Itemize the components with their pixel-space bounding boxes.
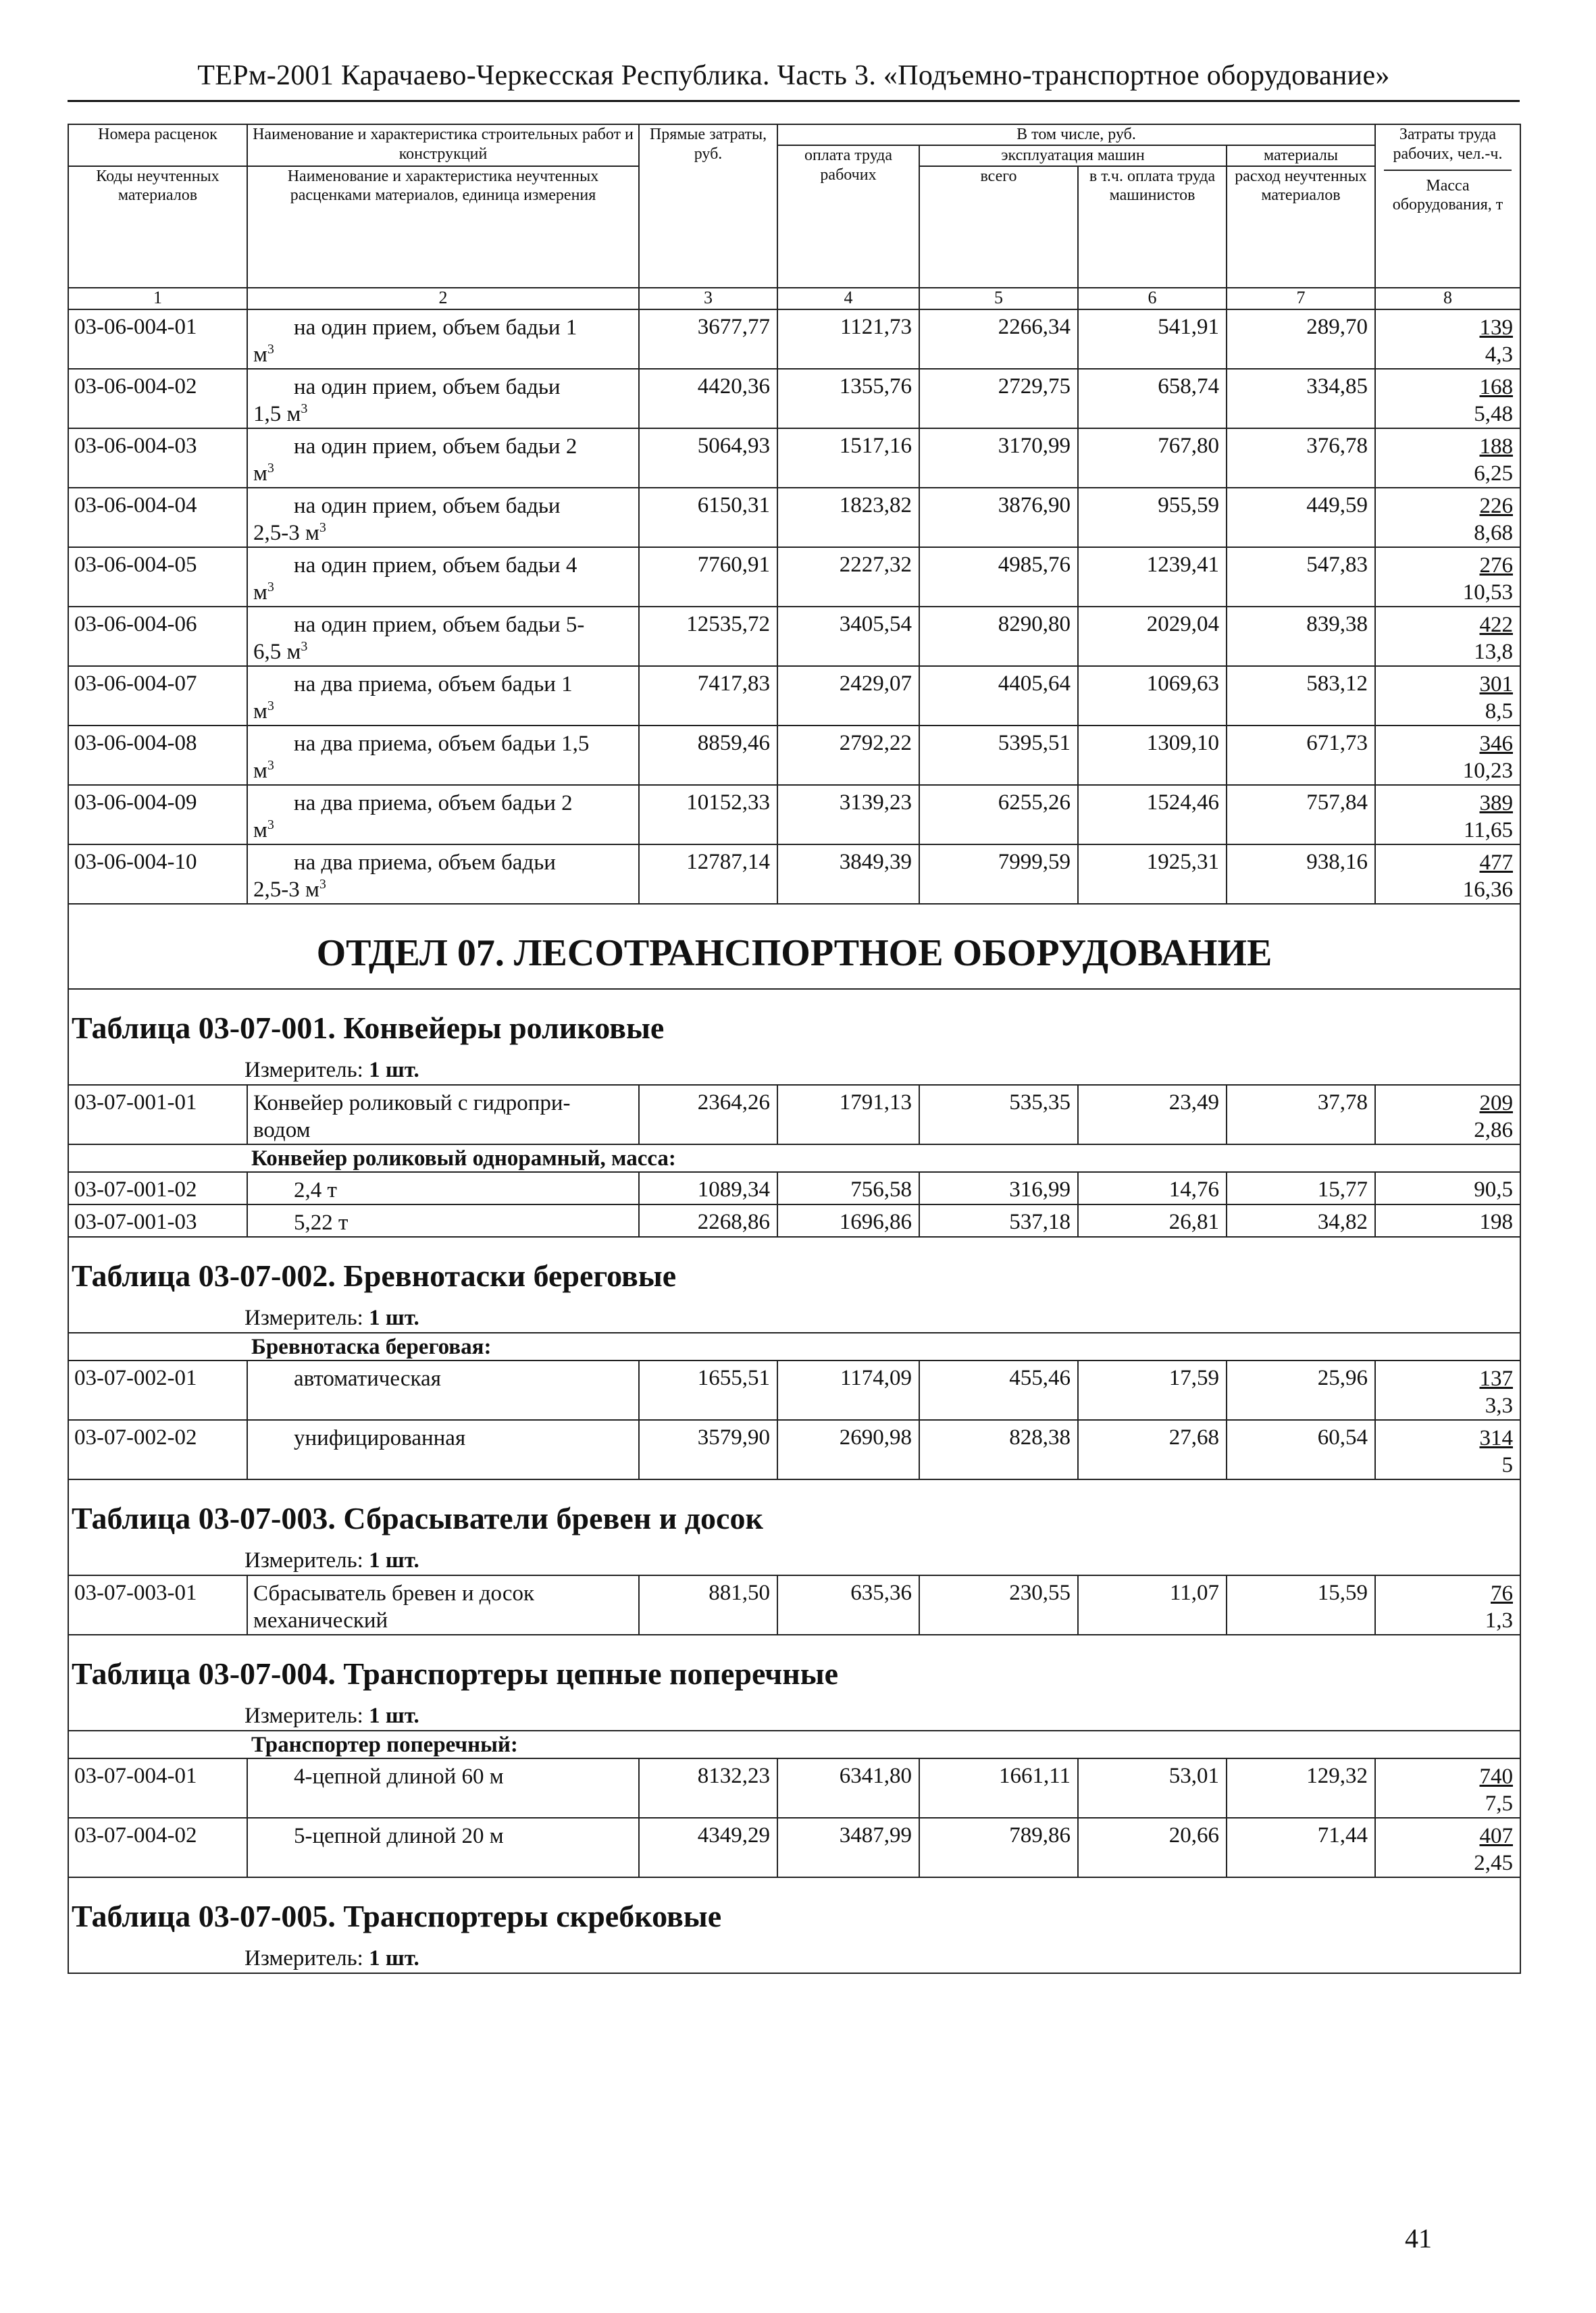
unit-exponent: 3	[267, 460, 274, 476]
table-row	[68, 1420, 1520, 1479]
table-title-03-07-002: Таблица 03-07-002. Бревнотаски береговые	[68, 1237, 1520, 1299]
col-number: 3	[639, 288, 777, 309]
meter-unit: 1 шт.	[369, 1703, 419, 1728]
worker-wages: 3405,54	[777, 607, 919, 666]
equipment-mass: 6,25	[1474, 461, 1513, 486]
labor-hours: 209	[1479, 1090, 1513, 1115]
equipment-mass: 10,23	[1462, 758, 1513, 783]
equipment-mass: 13,8	[1474, 639, 1513, 664]
equipment-mass: 4,3	[1485, 342, 1513, 367]
direct-cost: 881,50	[639, 1575, 777, 1635]
rate-description	[247, 1575, 639, 1635]
equipment-mass: 5	[1501, 1452, 1513, 1477]
description-line: на один прием, объем бадьи 2	[294, 434, 577, 459]
equipment-mass: 8,68	[1474, 520, 1513, 545]
col-codes-header: Номера расценок	[68, 124, 247, 166]
equipment-mass: 1,3	[1485, 1608, 1513, 1633]
rate-code: 03-07-001-03	[68, 1204, 247, 1237]
description-line: 5-цепной длиной 20 м	[294, 1823, 504, 1848]
unit-exponent: 3	[301, 638, 308, 654]
worker-wages: 1696,86	[777, 1204, 919, 1237]
col-number: 2	[247, 288, 639, 309]
description-unit: 6,5 м	[253, 639, 301, 664]
description-line	[253, 876, 633, 903]
unit-exponent: 3	[301, 401, 308, 416]
labor-hours: 188	[1479, 434, 1513, 459]
rate-code: 03-06-004-10	[68, 844, 247, 904]
materials-cost: 34,82	[1227, 1204, 1375, 1237]
materials-cost: 547,83	[1227, 547, 1375, 607]
worker-wages: 6341,80	[777, 1758, 919, 1818]
materials-cost: 757,84	[1227, 785, 1375, 844]
description-line: на один прием, объем бадьи	[294, 493, 561, 518]
labor-hours: 90,5	[1375, 1172, 1520, 1204]
direct-cost: 5064,93	[639, 428, 777, 488]
rates-table	[68, 124, 1521, 1974]
labor-hours: 226	[1479, 493, 1513, 518]
equipment-mass: 11,65	[1463, 817, 1513, 842]
equipment-mass: 2,45	[1474, 1850, 1513, 1875]
table-row	[68, 1361, 1520, 1420]
labor-mass	[1375, 488, 1520, 547]
description-line	[253, 698, 633, 725]
page-number: 41	[1405, 2223, 1432, 2254]
description-line: автоматическая	[294, 1366, 441, 1391]
col-number: 1	[68, 288, 247, 309]
worker-wages: 1121,73	[777, 309, 919, 369]
rate-description	[247, 1085, 639, 1144]
meter-03-07-001	[68, 1051, 1520, 1085]
col-number: 5	[919, 288, 1078, 309]
labor-hours: 168	[1479, 374, 1513, 399]
worker-wages: 1517,16	[777, 428, 919, 488]
labor-hours: 139	[1479, 315, 1513, 340]
machinist-wages: 658,74	[1078, 369, 1227, 428]
subheading: Бревнотаска береговая:	[68, 1333, 1520, 1361]
machinist-wages: 1069,63	[1078, 666, 1227, 726]
equipment-mass: 10,53	[1462, 580, 1513, 605]
labor-mass	[1375, 1575, 1520, 1635]
labor-mass	[1375, 844, 1520, 904]
table-row	[68, 1204, 1520, 1237]
subheading: Конвейер роликовый однорамный, масса:	[68, 1144, 1520, 1172]
description-unit: 2,5-3 м	[253, 520, 319, 545]
col-labor-bottom: Масса оборудования, т	[1384, 170, 1512, 215]
meter-unit: 1 шт.	[369, 1548, 419, 1573]
labor-hours: 407	[1479, 1823, 1513, 1848]
description-line: Конвейер роликовый с гидропри-	[253, 1090, 571, 1115]
rate-code: 03-06-004-07	[68, 666, 247, 726]
machinist-wages: 2029,04	[1078, 607, 1227, 666]
description-line: на один прием, объем бадьи 4	[294, 553, 577, 578]
machinist-wages: 1524,46	[1078, 785, 1227, 844]
unit-exponent: 3	[267, 579, 274, 594]
labor-hours: 137	[1479, 1366, 1513, 1391]
description-unit: 1,5 м	[253, 401, 301, 426]
direct-cost: 3677,77	[639, 309, 777, 369]
labor-hours: 346	[1479, 731, 1513, 756]
direct-cost: 1655,51	[639, 1361, 777, 1420]
labor-hours: 76	[1491, 1581, 1513, 1606]
meter-unit: 1 шт.	[369, 1057, 419, 1082]
meter-03-07-002	[68, 1299, 1520, 1333]
rate-description	[247, 547, 639, 607]
col-machines-header: эксплуатация машин	[919, 145, 1227, 166]
description-unit: 2,5-3 м	[253, 877, 319, 902]
table-title-03-07-001: Таблица 03-07-001. Конвейеры роликовые	[68, 989, 1520, 1051]
rate-description	[247, 844, 639, 904]
labor-mass	[1375, 785, 1520, 844]
description-line	[253, 460, 633, 487]
rows-03-06-004	[68, 309, 1520, 904]
labor-hours: 389	[1479, 790, 1513, 815]
worker-wages: 2690,98	[777, 1420, 919, 1479]
description-line: 2,4 т	[294, 1177, 337, 1202]
machines-total: 537,18	[919, 1204, 1078, 1237]
materials-cost: 37,78	[1227, 1085, 1375, 1144]
rate-code: 03-07-002-01	[68, 1361, 247, 1420]
worker-wages: 2429,07	[777, 666, 919, 726]
col-materials-header: расход неучтенных материалов	[1227, 166, 1375, 288]
col-machinist-wages-header: в т.ч. оплата труда машинистов	[1078, 166, 1227, 288]
meter-03-07-004	[68, 1697, 1520, 1731]
materials-cost: 938,16	[1227, 844, 1375, 904]
equipment-mass: 3,3	[1485, 1393, 1513, 1418]
machines-total: 316,99	[919, 1172, 1078, 1204]
table-row	[68, 726, 1520, 785]
description-line: на один прием, объем бадьи	[294, 374, 561, 399]
rate-description	[247, 369, 639, 428]
table-row	[68, 369, 1520, 428]
labor-mass	[1375, 726, 1520, 785]
equipment-mass: 8,5	[1485, 698, 1513, 723]
machinist-wages: 955,59	[1078, 488, 1227, 547]
meter-label: Измеритель:	[244, 1305, 363, 1330]
direct-cost: 2268,86	[639, 1204, 777, 1237]
worker-wages: 1823,82	[777, 488, 919, 547]
table-title-03-07-005: Таблица 03-07-005. Транспортеры скребковые	[68, 1877, 1520, 1939]
machines-total: 230,55	[919, 1575, 1078, 1635]
col-wages-header: оплата труда рабочих	[777, 145, 919, 288]
rate-code: 03-07-003-01	[68, 1575, 247, 1635]
description-line: на два приема, объем бадьи	[294, 850, 556, 875]
unit-exponent: 3	[319, 876, 326, 892]
rate-description	[247, 309, 639, 369]
unit-exponent: 3	[267, 817, 274, 832]
rate-description	[247, 1420, 639, 1479]
description-line: на один прием, объем бадьи 1	[294, 315, 577, 340]
machines-total: 2266,34	[919, 309, 1078, 369]
labor-hours: 198	[1375, 1204, 1520, 1237]
machines-total: 455,46	[919, 1361, 1078, 1420]
description-unit: м	[253, 461, 267, 486]
col-number: 4	[777, 288, 919, 309]
machinist-wages: 14,76	[1078, 1172, 1227, 1204]
col-material-name-header: Наименование и характеристика неучтенных расценками материалов, единица измерения	[247, 166, 639, 288]
machines-total: 8290,80	[919, 607, 1078, 666]
unit-exponent: 3	[267, 341, 274, 357]
machinist-wages: 1309,10	[1078, 726, 1227, 785]
direct-cost: 12787,14	[639, 844, 777, 904]
direct-cost: 6150,31	[639, 488, 777, 547]
machinist-wages: 1239,41	[1078, 547, 1227, 607]
labor-hours: 276	[1479, 553, 1513, 578]
labor-hours: 477	[1479, 850, 1513, 875]
rate-code: 03-07-001-01	[68, 1085, 247, 1144]
description-line	[253, 579, 633, 606]
rate-code: 03-06-004-09	[68, 785, 247, 844]
rate-code: 03-07-001-02	[68, 1172, 247, 1204]
labor-mass	[1375, 1085, 1520, 1144]
table-row	[68, 1172, 1520, 1204]
rate-description	[247, 607, 639, 666]
table-row	[68, 309, 1520, 369]
table-row	[68, 488, 1520, 547]
worker-wages: 1174,09	[777, 1361, 919, 1420]
worker-wages: 1791,13	[777, 1085, 919, 1144]
subheading: Транспортер поперечный:	[68, 1731, 1520, 1758]
labor-hours: 740	[1479, 1764, 1513, 1789]
equipment-mass: 2,86	[1474, 1117, 1513, 1142]
page-header: ТЕРм-2001 Карачаево-Черкесская Республика. Часть 3. «Подъемно-транспортное оборудование»	[197, 60, 1390, 91]
description-unit: м	[253, 342, 267, 367]
unit-exponent: 3	[267, 698, 274, 713]
table-row	[68, 1575, 1520, 1635]
col-direct-header: Прямые затраты, руб.	[639, 124, 777, 288]
materials-cost: 25,96	[1227, 1361, 1375, 1420]
materials-cost: 376,78	[1227, 428, 1375, 488]
meter-unit: 1 шт.	[369, 1946, 419, 1971]
machines-total: 7999,59	[919, 844, 1078, 904]
table-row	[68, 1085, 1520, 1144]
rate-code: 03-07-004-02	[68, 1818, 247, 1877]
worker-wages: 3139,23	[777, 785, 919, 844]
col-machines-total-header: всего	[919, 166, 1078, 288]
materials-cost: 71,44	[1227, 1818, 1375, 1877]
machines-total: 5395,51	[919, 726, 1078, 785]
header-rule	[68, 100, 1520, 102]
col-number: 6	[1078, 288, 1227, 309]
materials-cost: 839,38	[1227, 607, 1375, 666]
rate-description	[247, 666, 639, 726]
description-line: 4-цепной длиной 60 м	[294, 1764, 504, 1789]
description-line: на два приема, объем бадьи 1,5	[294, 731, 590, 756]
rate-code: 03-06-004-05	[68, 547, 247, 607]
col-number: 8	[1375, 288, 1520, 309]
labor-mass	[1375, 428, 1520, 488]
meter-03-07-003	[68, 1542, 1520, 1575]
rate-description	[247, 1818, 639, 1877]
description-line: 5,22 т	[294, 1210, 349, 1235]
machines-total: 789,86	[919, 1818, 1078, 1877]
direct-cost: 4349,29	[639, 1818, 777, 1877]
rate-description	[247, 726, 639, 785]
description-line	[253, 341, 633, 368]
rate-code: 03-06-004-02	[68, 369, 247, 428]
materials-cost: 15,59	[1227, 1575, 1375, 1635]
labor-mass	[1375, 547, 1520, 607]
rate-description	[247, 785, 639, 844]
rate-description	[247, 1361, 639, 1420]
rate-code: 03-07-002-02	[68, 1420, 247, 1479]
description-line	[253, 638, 633, 665]
description-line: на один прием, объем бадьи 5-	[294, 612, 585, 637]
machines-total: 4985,76	[919, 547, 1078, 607]
rate-code: 03-06-004-04	[68, 488, 247, 547]
direct-cost: 8859,46	[639, 726, 777, 785]
machines-total: 2729,75	[919, 369, 1078, 428]
direct-cost: 1089,34	[639, 1172, 777, 1204]
direct-cost: 7760,91	[639, 547, 777, 607]
worker-wages: 635,36	[777, 1575, 919, 1635]
materials-cost: 671,73	[1227, 726, 1375, 785]
description-line	[253, 817, 633, 844]
meter-label: Измеритель:	[244, 1703, 363, 1728]
direct-cost: 2364,26	[639, 1085, 777, 1144]
labor-mass	[1375, 1758, 1520, 1818]
machines-total: 535,35	[919, 1085, 1078, 1144]
machinist-wages: 53,01	[1078, 1758, 1227, 1818]
equipment-mass: 5,48	[1474, 401, 1513, 426]
description-unit: м	[253, 698, 267, 723]
table-row	[68, 1818, 1520, 1877]
machinist-wages: 20,66	[1078, 1818, 1227, 1877]
meter-label: Измеритель:	[244, 1548, 363, 1573]
direct-cost: 8132,23	[639, 1758, 777, 1818]
equipment-mass: 7,5	[1485, 1791, 1513, 1816]
meter-label: Измеритель:	[244, 1946, 363, 1971]
machines-total: 6255,26	[919, 785, 1078, 844]
meter-unit: 1 шт.	[369, 1305, 419, 1330]
machines-total: 828,38	[919, 1420, 1078, 1479]
rate-code: 03-06-004-08	[68, 726, 247, 785]
worker-wages: 3487,99	[777, 1818, 919, 1877]
meter-03-07-005	[68, 1939, 1520, 1973]
col-number: 7	[1227, 288, 1375, 309]
unit-exponent: 3	[319, 519, 326, 535]
materials-cost: 129,32	[1227, 1758, 1375, 1818]
direct-cost: 3579,90	[639, 1420, 777, 1479]
col-group-header: В том числе, руб.	[777, 124, 1375, 145]
machinist-wages: 1925,31	[1078, 844, 1227, 904]
rate-description	[247, 1204, 639, 1237]
description-line	[253, 519, 633, 547]
equipment-mass: 16,36	[1462, 877, 1513, 902]
worker-wages: 3849,39	[777, 844, 919, 904]
materials-cost: 449,59	[1227, 488, 1375, 547]
rate-code: 03-06-004-01	[68, 309, 247, 369]
table-row	[68, 785, 1520, 844]
worker-wages: 1355,76	[777, 369, 919, 428]
machines-total: 1661,11	[919, 1758, 1078, 1818]
description-line	[253, 757, 633, 784]
rate-description	[247, 1758, 639, 1818]
table-row	[68, 428, 1520, 488]
table-row	[68, 607, 1520, 666]
direct-cost: 7417,83	[639, 666, 777, 726]
meter-label: Измеритель:	[244, 1057, 363, 1082]
table-row	[68, 547, 1520, 607]
description-line: механический	[253, 1608, 388, 1633]
machinist-wages: 767,80	[1078, 428, 1227, 488]
rate-description	[247, 428, 639, 488]
description-line: Сбрасыватель бревен и досок	[253, 1581, 535, 1606]
labor-hours: 301	[1479, 671, 1513, 696]
description-unit: м	[253, 580, 267, 605]
worker-wages: 756,58	[777, 1172, 919, 1204]
machinist-wages: 11,07	[1078, 1575, 1227, 1635]
worker-wages: 2227,32	[777, 547, 919, 607]
col-materials-group-header: материалы	[1227, 145, 1375, 166]
materials-cost: 334,85	[1227, 369, 1375, 428]
labor-mass	[1375, 369, 1520, 428]
rate-code: 03-06-004-06	[68, 607, 247, 666]
description-line	[253, 401, 633, 428]
materials-cost: 583,12	[1227, 666, 1375, 726]
description-line: водом	[253, 1117, 311, 1142]
materials-cost: 289,70	[1227, 309, 1375, 369]
machinist-wages: 27,68	[1078, 1420, 1227, 1479]
machines-total: 3876,90	[919, 488, 1078, 547]
labor-mass	[1375, 1420, 1520, 1479]
labor-mass	[1375, 309, 1520, 369]
machinist-wages: 17,59	[1078, 1361, 1227, 1420]
col-name-header: Наименование и характеристика строительных работ и конструкций	[247, 124, 639, 166]
machinist-wages: 541,91	[1078, 309, 1227, 369]
rate-code: 03-06-004-03	[68, 428, 247, 488]
labor-mass	[1375, 607, 1520, 666]
machinist-wages: 23,49	[1078, 1085, 1227, 1144]
labor-mass	[1375, 1361, 1520, 1420]
table-row	[68, 666, 1520, 726]
col-material-codes-header: Коды неучтенных материалов	[68, 166, 247, 288]
description-unit: м	[253, 817, 267, 842]
table-title-03-07-004: Таблица 03-07-004. Транспортеры цепные поперечные	[68, 1635, 1520, 1697]
materials-cost: 15,77	[1227, 1172, 1375, 1204]
col-labor-top: Затраты труда рабочих, чел.-ч.	[1393, 126, 1503, 163]
direct-cost: 12535,72	[639, 607, 777, 666]
labor-mass	[1375, 666, 1520, 726]
rate-description	[247, 1172, 639, 1204]
description-line: унифицированная	[294, 1425, 466, 1450]
materials-cost: 60,54	[1227, 1420, 1375, 1479]
direct-cost: 4420,36	[639, 369, 777, 428]
labor-mass	[1375, 1818, 1520, 1877]
table-row	[68, 844, 1520, 904]
rate-description	[247, 488, 639, 547]
column-numbers-row	[68, 288, 1520, 309]
worker-wages: 2792,22	[777, 726, 919, 785]
col-labor-header	[1375, 124, 1520, 288]
description-unit: м	[253, 758, 267, 783]
rate-code: 03-07-004-01	[68, 1758, 247, 1818]
machines-total: 3170,99	[919, 428, 1078, 488]
table-title-03-07-003: Таблица 03-07-003. Сбрасыватели бревен и досок	[68, 1479, 1520, 1542]
machines-total: 4405,64	[919, 666, 1078, 726]
description-line: на два приема, объем бадьи 2	[294, 790, 573, 815]
machinist-wages: 26,81	[1078, 1204, 1227, 1237]
description-line: на два приема, объем бадьи 1	[294, 671, 573, 696]
labor-hours: 422	[1479, 612, 1513, 637]
direct-cost: 10152,33	[639, 785, 777, 844]
section-title: ОТДЕЛ 07. ЛЕСОТРАНСПОРТНОЕ ОБОРУДОВАНИЕ	[68, 904, 1520, 989]
table-row	[68, 1758, 1520, 1818]
labor-hours: 314	[1479, 1425, 1513, 1450]
unit-exponent: 3	[267, 757, 274, 773]
